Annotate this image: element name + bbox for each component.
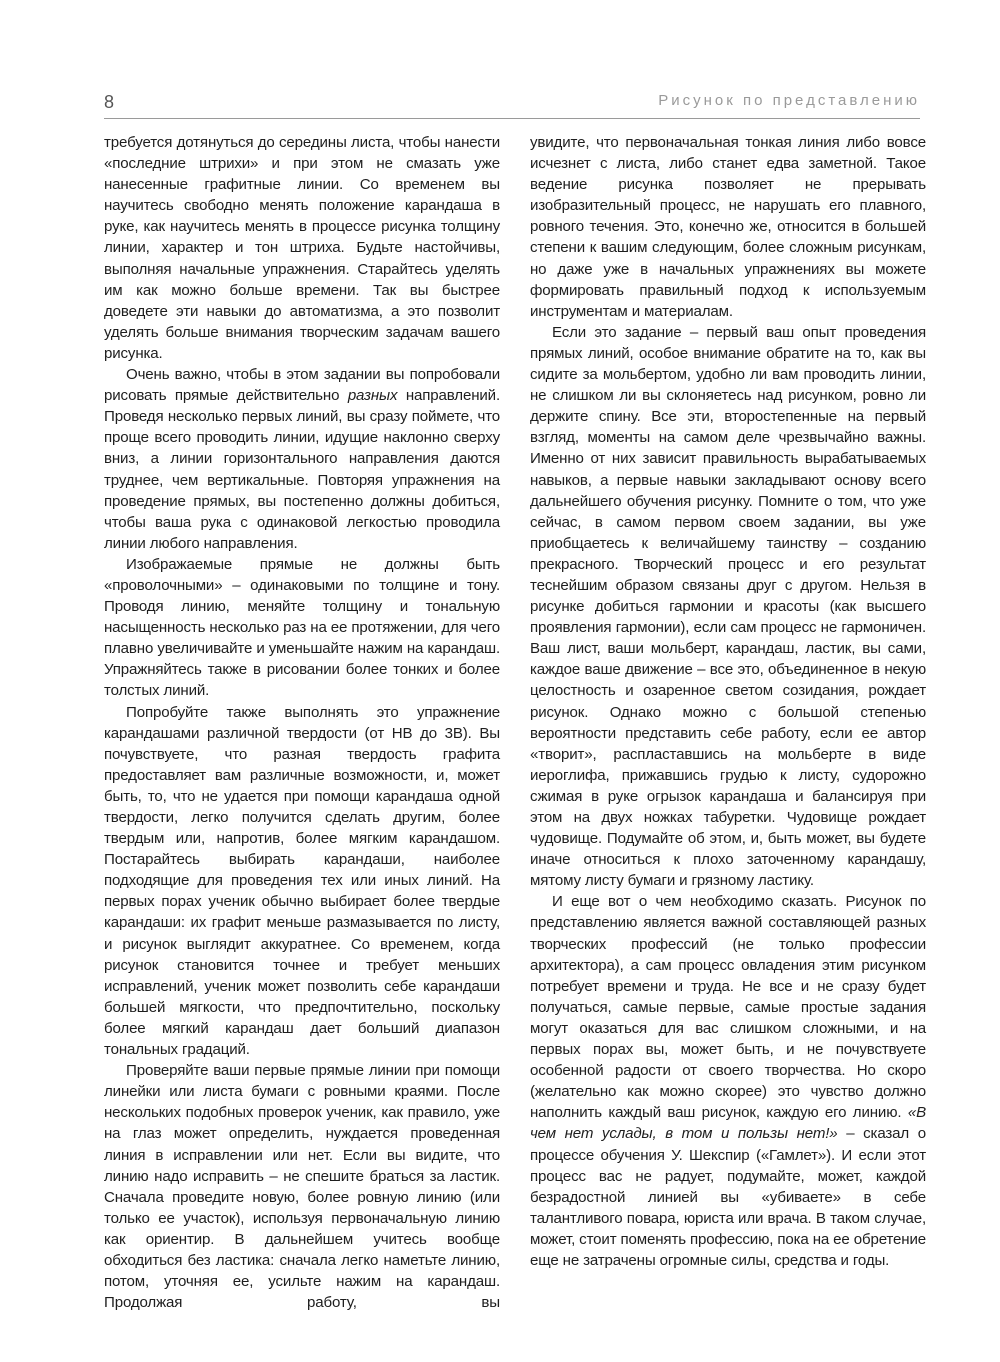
text-run: И еще вот о чем необходимо сказать. Рисунок по представлению является важной составляющей разных творческих профессий (не только профессии архитектора), а сам процесс овладения этим рисунком потребует времени и труда. Не все и не сразу будет получаться, самые первые, самые простые задания могут оказаться для вас слишком сложными, и на первых порах вы, может быть, и не почувствуете особенной радости от своего творчества. Но скоро (желательно как можно скорее) это чувство должно наполнить каждый ваш рисунок, каждую его линию. <box>530 893 926 1122</box>
paragraph: требуется дотянуться до середины листа, чтобы нанести «последние штрихи» и при этом не смазать уже нанесенные графитные линии. Со временем вы научитесь свободно менять положение карандаша в руке, как научитесь менять в процессе рисунка толщину линии, характер и тон штриха. Будьте настойчивы, выполняя начальные упражнения. Старайтесь уделять им как можно больше времени. Так вы быстрее доведете эти навыки до автоматизма, а это позволит уделять больше внимания творческим задачам вашего рисунка. <box>104 134 500 362</box>
page-header <box>104 92 920 119</box>
text-run: направлений. Проведя несколько первых линий, вы сразу поймете, что проще всего проводить линии, идущие наклонно сверху вниз, а линии горизонтального направления даются труднее, чем вертикальные. Повторяя упражнения на проведение прямых, вы постепенно должны добиться, чтобы ваша рука с одинаковой легкостью проводила линии любого направления. <box>104 387 501 552</box>
paragraph: Попробуйте также выполнять это упражнение карандашами различной твердости (от НВ до 3В). Вы почувствуете, что разная твердость графита предоставляет вам различные возможности, и, может быть, то, что не удается при помощи карандаша одной твердости, легко получится сделать другим, более твердым или, напротив, более мягким карандашом. Постарайтесь выбирать карандаши, наиболее подходящие для проведения тех или иных линий. На первых порах ученик обычно выбирает более твердые карандаши: их графит меньше размазывается по листу, и рисунок выглядит аккуратнее. Со временем, когда рисунок становится точнее и требует меньших исправлений, ученик может позволить себе карандаши большей мягкости, что предпочтительно, поскольку более мягкий карандаш дает больший диапазон тональных градаций. <box>104 703 500 1059</box>
paragraph: увидите, что первоначальная тонкая линия либо вовсе исчезнет с листа, либо станет едва заметной. Такое ведение рисунка позволяет не прерывать изобразительный процесс, не нарушать его плавного, ровного течения. Это, конечно же, относится в большей степени к вашим следующим, более сложным рисункам, но даже уже в начальных упражнениях вы можете формировать правильный подход к используемым инструментам и материалам. <box>530 134 926 320</box>
text-run: Очень важно, чтобы в этом задании вы попробовали рисовать прямые действительно <box>104 366 500 405</box>
paragraph: Изображаемые прямые не должны быть «проволочными» – одинаковыми по толщине и тону. Проводя линию, меняйте толщину и тональную насыщенность несколько раз на ее протяжении, для чего плавно увеличивайте и уменьшайте нажим на карандаш. Упражняйтесь также в рисовании более тонких и более толстых линий. <box>104 555 500 700</box>
page-number: 8 <box>104 92 115 112</box>
paragraph <box>530 891 926 1271</box>
right-column <box>530 132 926 1271</box>
paragraph <box>104 364 500 554</box>
left-column <box>104 132 500 1313</box>
emphasis: «В чем нет услады, в том и пользы нет!» <box>530 1104 926 1143</box>
running-title: Рисунок по представлению <box>658 92 920 109</box>
paragraph: Если это задание – первый ваш опыт проведения прямых линий, особое внимание обратите на то, как вы сидите за мольбертом, удобно ли вам проводить линии, не слишком ли вы склоняетесь над рисунком, ровно ли держите спину. Все эти, второстепенные на первый взгляд, моменты на самом деле чрезвычайно важны. Именно от них зависит правильность вырабатываемых навыков, а первые навыки закладывают основу всего дальнейшего обучения рисунку. Помните о том, что уже сейчас, в самом первом своем задании, вы уже приобщаетесь к величайшему таинству – созданию прекрасного. Творческий процесс и его результат теснейшим образом связаны друг с другом. Нельзя в рисунке добиться гармонии и красоты (как высшего проявления гармонии), если сам процесс не гармоничен. Ваш лист, ваши мольберт, карандаш, ластик, вы сами, каждое ваше движение – все это, объединенное в некую целостность и озаренное светом созидания, рождает рисунок. Однако можно с большой степенью вероятности представить себе работу, если ее автор «творит», распластавшись на мольберте в виде иероглифа, прижавшись грудью к листу, судорожно сжимая в руке огрызок карандаша и балансируя при этом на двух ножках табуретки. Чудовище рождает чудовище. Подумайте об этом, и, быть может, вы будете иначе относиться к плохо заточенному карандашу, мятому листу бумаги и грязному ластику. <box>530 323 926 890</box>
emphasis: разных <box>347 387 398 405</box>
text-run: – сказал о процессе обучения У. Шекспир («Гамлет»). И если этот процесс вас не радует, подумайте, может, каждой безрадостной линией вы «убиваете» в себе талантливого повара, юриста или врача. В таком случае, может, стоит поменять профессию, пока на ее обретение еще не затрачены огромные силы, средства и годы. <box>530 1125 926 1269</box>
paragraph: Проверяйте ваши первые прямые линии при помощи линейки или листа бумаги с ровными краями. После нескольких подобных проверок ученик, как правило, уже на глаз может определить, нуждается проведенная линия в исправлении или нет. Если вы видите, что линию надо исправить – не спешите браться за ластик. Сначала проведите новую, более ровную линию (или только ее участок), используя первоначальную линию как ориентир. В дальнейшем учитесь вообще обходиться без ластика: сначала легко наметьте линию, потом, уточняя ее, усильте нажим на карандаш. Продолжая работу, вы <box>104 1062 500 1312</box>
